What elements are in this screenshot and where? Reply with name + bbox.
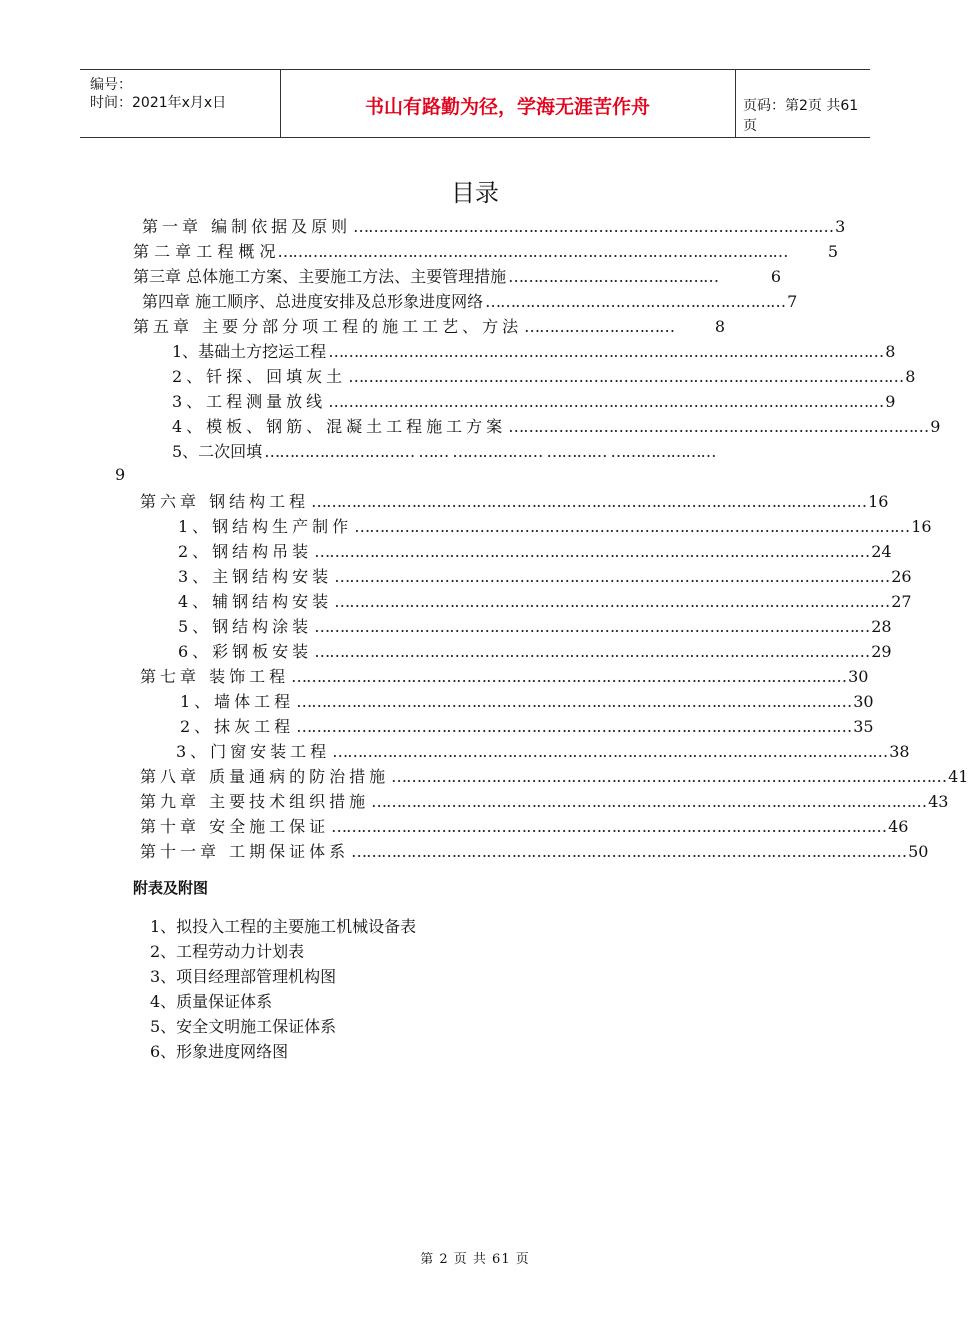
toc-entry[interactable] <box>180 714 874 736</box>
appendix-item[interactable]: 2、工程劳动力计划表 <box>150 942 305 961</box>
toc-leader: …………………………………………………………………………………… <box>353 217 834 236</box>
toc-entry-page: 30 <box>848 667 869 686</box>
toc-title: 目录 <box>451 179 499 207</box>
toc-entry[interactable] <box>140 764 968 786</box>
toc-entry-page: 38 <box>889 742 910 761</box>
toc-entry[interactable] <box>140 814 909 836</box>
toc-entry-label: 4、模板、钢筋、混凝土工程施工方案 <box>172 417 507 436</box>
toc-entry[interactable] <box>140 489 889 511</box>
toc-entry-label: 第 二 章 工 程 概 况 <box>133 242 276 261</box>
toc-leader: ………………………………………………………………………………………………… <box>328 392 884 411</box>
toc-entry-label: 第六章 钢结构工程 <box>140 492 310 511</box>
appendix-item[interactable]: 3、项目经理部管理机构图 <box>150 967 337 986</box>
header-page-info: 页码：第2页 共61页 <box>743 98 859 134</box>
toc-entry-label: 3、门窗安装工程 <box>176 742 331 761</box>
toc-entry-page: 7 <box>787 292 798 311</box>
toc-leader: ………………………………………………………………………………………………… <box>314 542 870 561</box>
toc-entry[interactable] <box>140 839 929 861</box>
toc-leader: ………………………………………………………………………………………………… <box>291 667 847 686</box>
toc-entry-page: 30 <box>853 692 874 711</box>
toc-leader: ………………………………………………………………………………………………… <box>334 567 890 586</box>
toc-entry[interactable] <box>140 789 949 811</box>
toc-entry[interactable] <box>178 589 912 611</box>
header-motto: 书山有路勤为径，学海无涯苦作舟 <box>364 96 650 118</box>
toc-leader: ………………………………………………………………………………………………… <box>311 492 867 511</box>
toc-entry-page: 9 <box>115 465 126 484</box>
toc-entry[interactable] <box>172 439 832 461</box>
toc-entry-page: 26 <box>891 567 912 586</box>
toc-leader: ………………………………………………………………………………………………… <box>296 717 852 736</box>
toc-entry[interactable] <box>172 339 896 361</box>
toc-leader: ………………………………………………………………………………………………… <box>334 592 890 611</box>
toc-leader: ………………………………………………………………………………………………… <box>351 842 907 861</box>
toc-entry-label: 第四章 施工顺序、总进度安排及总形象进度网络 <box>142 292 484 311</box>
header-page-cell <box>735 70 870 137</box>
header-meta-cell <box>80 70 281 137</box>
toc-entry-label: 第三章 总体施工方案、主要施工方法、主要管理措施 <box>133 267 507 286</box>
toc-entry[interactable] <box>133 239 838 261</box>
toc-entry-label: 第八章 质量通病的防治措施 <box>140 767 390 786</box>
toc-entry-label: 第一章 编制依据及原则 <box>142 217 352 236</box>
toc-leader: ………………………………………………………………………………………………… <box>354 517 910 536</box>
doc-date-label: 时间：2021年x月x日 <box>90 95 227 111</box>
toc-entry-page: 8 <box>885 342 896 361</box>
toc-entry[interactable] <box>176 739 910 761</box>
toc-entry[interactable] <box>178 614 892 636</box>
toc-entry-label: 第十章 安全施工保证 <box>140 817 330 836</box>
toc-entry-page: 28 <box>871 617 892 636</box>
toc-entry-page: 9 <box>930 417 941 436</box>
toc-leader: ………………………………………………………………………………………………… <box>296 692 852 711</box>
toc-entry-page: 8 <box>714 317 725 336</box>
toc-entry[interactable] <box>142 289 798 311</box>
toc-leader: ………………………………………………………………………………………………… <box>328 342 884 361</box>
toc-entry-label: 第五章 主要分部分项工程的施工工艺、方法 <box>133 317 523 336</box>
toc-entry-page: 16 <box>868 492 889 511</box>
toc-entry-label: 5、二次回填 <box>172 442 263 461</box>
toc-entry-page: 5 <box>827 242 838 261</box>
toc-leader: ………………………………………………………………………………………………… <box>371 792 927 811</box>
toc-leader: …………………………………………………… <box>485 292 786 311</box>
toc-leader: ………………………………………………………………………………………………… <box>348 367 904 386</box>
toc-entry-label: 1、钢结构生产制作 <box>178 517 353 536</box>
toc-entry[interactable] <box>142 214 846 236</box>
header-motto-cell <box>280 70 736 137</box>
toc-entry-page: 27 <box>891 592 912 611</box>
toc-entry-label: 3、工程测量放线 <box>172 392 327 411</box>
toc-entry-page: 43 <box>928 792 949 811</box>
toc-entry[interactable] <box>172 414 941 436</box>
toc-leader: …………………………………… <box>508 267 719 286</box>
appendix-item[interactable]: 1、拟投入工程的主要施工机械设备表 <box>150 917 417 936</box>
toc-entry-page: 50 <box>908 842 929 861</box>
appendix-heading: 附表及附图 <box>133 879 209 897</box>
toc-entry-label: 4、辅钢结构安装 <box>178 592 333 611</box>
toc-leader: ………………………… …… ……………… ………… ………………… <box>264 442 716 461</box>
doc-number-label: 编号： <box>90 77 132 93</box>
toc-entry[interactable] <box>133 314 725 336</box>
toc-leader: ………………………………………………………………………………………………… <box>331 817 887 836</box>
toc-entry-label: 2、抹灰工程 <box>180 717 295 736</box>
toc-leader: ………………………………………………………………………………………………… <box>391 767 947 786</box>
toc-entry-page: 9 <box>885 392 896 411</box>
toc-entry[interactable] <box>178 564 912 586</box>
toc-leader: ………………………………………………………………………………………… <box>277 242 788 261</box>
toc-entry-label: 3、主钢结构安装 <box>178 567 333 586</box>
toc-entry-label: 1、基础土方挖运工程 <box>172 342 327 361</box>
toc-entry-label: 1、墙体工程 <box>180 692 295 711</box>
toc-entry-page: 8 <box>905 367 916 386</box>
toc-entry-page: 6 <box>770 267 781 286</box>
toc-entry[interactable] <box>178 539 892 561</box>
toc-entry-label: 6、彩钢板安装 <box>178 642 313 661</box>
toc-entry-label: 第九章 主要技术组织措施 <box>140 792 370 811</box>
page-footer: 第 2 页 共 61 页 <box>420 1252 530 1267</box>
toc-entry-page: 3 <box>835 217 846 236</box>
toc-entry-label: 第十一章 工期保证体系 <box>140 842 350 861</box>
toc-entry-label: 2、钎探、回填灰土 <box>172 367 347 386</box>
toc-entry[interactable] <box>180 689 874 711</box>
toc-entry-label: 第七章 装饰工程 <box>140 667 290 686</box>
toc-leader: ………………………… <box>524 317 675 336</box>
toc-entry-page: 41 <box>948 767 968 786</box>
toc-entry-page: 46 <box>888 817 909 836</box>
toc-entry-page: 24 <box>871 542 892 561</box>
toc-entry[interactable] <box>178 514 932 536</box>
toc-entry-label: 5、钢结构涂装 <box>178 617 313 636</box>
toc-entry[interactable] <box>133 264 781 286</box>
toc-leader: ………………………………………………………………………………………………… <box>314 617 870 636</box>
page-header <box>80 69 870 138</box>
toc-entry-page: 29 <box>871 642 892 661</box>
appendix-item[interactable]: 4、质量保证体系 <box>150 992 273 1011</box>
toc-entry-page: 35 <box>853 717 874 736</box>
toc-leader: ………………………………………………………………………………………………… <box>332 742 888 761</box>
appendix-item[interactable]: 5、安全文明施工保证体系 <box>150 1017 337 1036</box>
toc-entry-page: 16 <box>911 517 932 536</box>
toc-leader: ………………………………………………………………………………………………… <box>314 642 870 661</box>
toc-entry[interactable] <box>178 639 892 661</box>
toc-leader: ………………………………………………………………………… <box>508 417 929 436</box>
toc-entry[interactable] <box>172 364 916 386</box>
toc-entry[interactable] <box>140 664 869 686</box>
appendix-item[interactable]: 6、形象进度网络图 <box>150 1042 289 1061</box>
toc-entry-label: 2、钢结构吊装 <box>178 542 313 561</box>
toc-entry[interactable] <box>172 389 896 411</box>
